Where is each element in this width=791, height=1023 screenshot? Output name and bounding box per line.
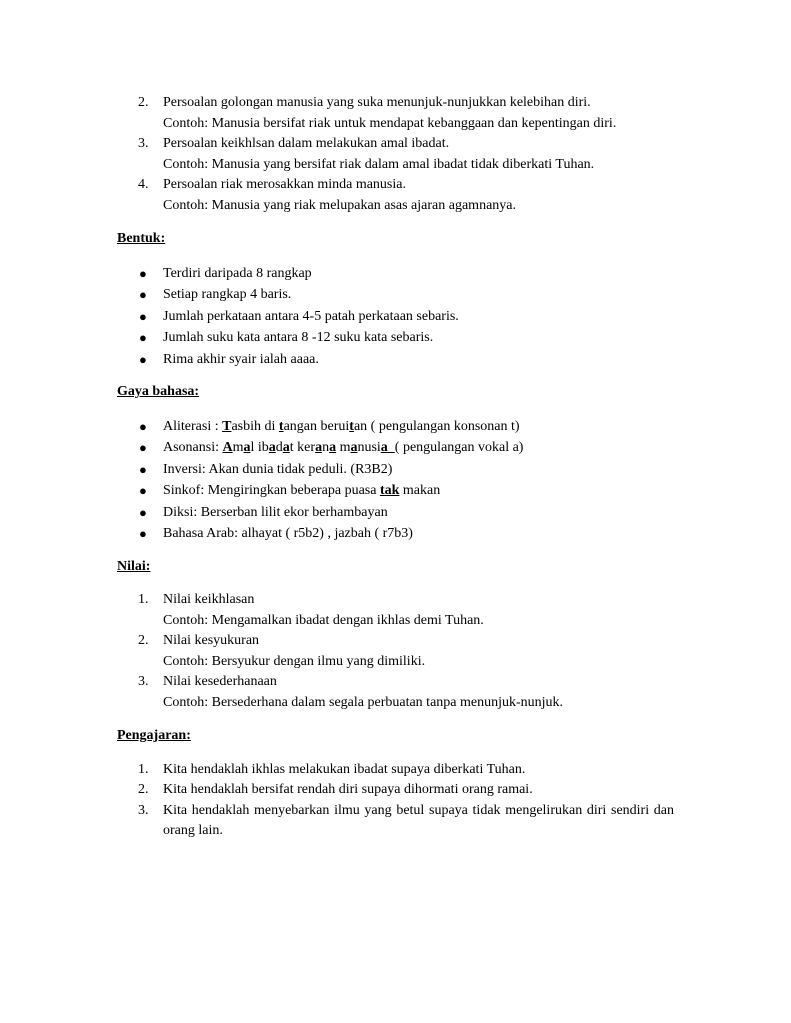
list-item-bahasa-arab: ● Bahasa Arab: alhayat ( r5b2) , jazbah ( r7b3) (117, 523, 674, 545)
list-item: ● Terdiri daripada 8 rangkap (117, 263, 674, 285)
list-number: 2. (138, 782, 149, 797)
example-text: Contoh: Mengamalkan ibadat dengan ikhlas demi Tuhan. (163, 612, 484, 628)
bullet-icon: ● (139, 483, 147, 498)
bullet-icon: ● (139, 526, 147, 541)
list-item: ● Setiap rangkap 4 baris. (117, 284, 674, 306)
list-number: 3. (138, 802, 149, 818)
list-number: 3. (138, 136, 149, 151)
list-item-diksi: ● Diksi: Berserban lilit ekor berhambayan (117, 502, 674, 524)
list-number: 3. (138, 674, 149, 689)
persoalan-text: Persoalan golongan manusia yang suka menunjuk-nunjukkan kelebihan diri. (163, 95, 591, 110)
list-item-aliterasi: ● Aliterasi : Tasbih di tangan beruitan ( pengulangan konsonan t) (117, 416, 674, 438)
bullet-icon: ● (139, 287, 147, 302)
list-item-sinkof: ● Sinkof: Mengiringkan beberapa puasa tak makan (117, 480, 674, 502)
nilai-list (117, 590, 674, 713)
pengajaran-list (117, 760, 674, 842)
bullet-icon: ● (139, 440, 147, 455)
bullet-icon: ● (139, 461, 147, 477)
bullet-icon: ● (139, 308, 147, 324)
list-item (117, 175, 674, 216)
persoalan-text: Persoalan riak merosakkan minda manusia. (163, 177, 406, 192)
section-heading-bentuk: Bentuk: (117, 231, 166, 246)
bullet-icon: ● (139, 330, 147, 345)
example-text: Contoh: Manusia bersifat riak untuk mendapat kebanggaan dan kepentingan diri. (163, 115, 617, 131)
list-item: 1. Nilai keikhlasan Contoh: Mengamalkan ibadat dengan ikhlas demi Tuhan. (117, 590, 674, 631)
list-item: 3. Kita hendaklah menyebarkan ilmu yang betul supaya tidak mengelirukan diri sendiri dan orang lain. (138, 802, 674, 838)
section-heading-pengajaran: Pengajaran: (117, 728, 191, 743)
list-item: ● Rima akhir syair ialah aaaa. (117, 349, 674, 371)
example-text: Contoh: Bersederhana dalam segala perbuatan tanpa menunjuk-nunjuk. (163, 694, 564, 710)
bullet-icon: ● (139, 351, 147, 367)
list-item: 3. Nilai kesederhanaan Contoh: Bersederhana dalam segala perbuatan tanpa menunjuk-nunjuk. (117, 672, 674, 713)
list-item: 1. Kita hendaklah ikhlas melakukan ibadat supaya diberkati Tuhan. (117, 760, 674, 781)
list-number: 1. (138, 761, 149, 777)
list-number: 1. (138, 592, 149, 607)
bullet-icon: ● (139, 265, 147, 281)
gaya-bahasa-list (117, 416, 674, 545)
persoalan-list (117, 93, 674, 216)
example-text: Contoh: Bersyukur dengan ilmu yang dimiliki. (163, 653, 426, 669)
bullet-icon: ● (139, 504, 147, 520)
list-number: 2. (138, 95, 149, 110)
list-item: 2. Kita hendaklah bersifat rendah diri supaya dihormati orang ramai. (117, 780, 674, 801)
list-number: 4. (138, 177, 149, 192)
list-item-asonansi: ● Asonansi: Amal ibadat kerana manusia ( pengulangan vokal a) (117, 437, 674, 459)
bentuk-list (117, 263, 674, 371)
list-number: 2. (138, 633, 149, 648)
example-text: Contoh: Manusia yang riak melupakan asas ajaran agamnanya. (163, 197, 516, 213)
list-item: 2. Nilai kesyukuran Contoh: Bersyukur dengan ilmu yang dimiliki. (117, 631, 674, 672)
persoalan-text: Persoalan keikhlsan dalam melakukan amal ibadat. (163, 136, 450, 151)
list-item (117, 93, 674, 134)
list-item: ● Jumlah suku kata antara 8 -12 suku kata sebaris. (117, 327, 674, 349)
list-item (117, 134, 674, 175)
section-heading-nilai: Nilai: (117, 558, 151, 574)
document-content (117, 93, 674, 842)
example-text: Contoh: Manusia yang bersifat riak dalam amal ibadat tidak diberkati Tuhan. (163, 156, 595, 172)
list-item-inversi: ● Inversi: Akan dunia tidak peduli. (R3B2) (117, 459, 674, 481)
list-item: ● Jumlah perkataan antara 4-5 patah perkataan sebaris. (117, 306, 674, 328)
section-heading-gaya-bahasa: Gaya bahasa: (117, 384, 200, 399)
bullet-icon: ● (139, 418, 147, 434)
